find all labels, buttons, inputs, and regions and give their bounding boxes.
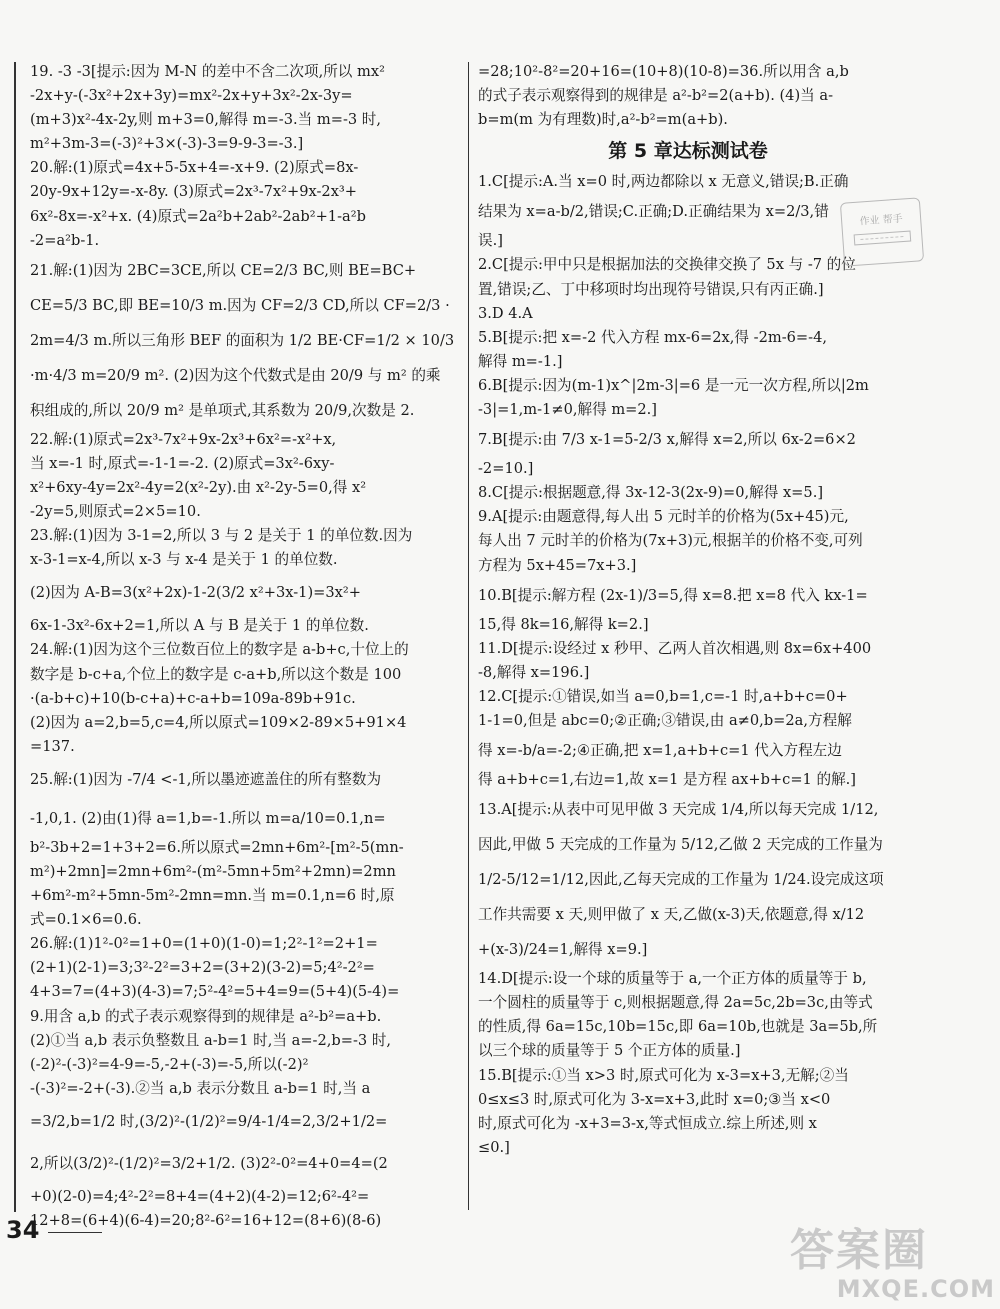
text-line: x-3-1=x-4,所以 x-3 与 x-4 是关于 1 的单位数. bbox=[30, 551, 338, 569]
text-line: (2)因为 a=2,b=5,c=4,所以原式=109×2-89×5+91×4 bbox=[30, 713, 407, 731]
text-line: 误.] bbox=[478, 232, 503, 250]
text-line: 22.解:(1)原式=2x³-7x²+9x-2x³+6x²=-x²+x, bbox=[30, 430, 337, 448]
text-line: =3/2,b=1/2 时,(3/2)²-(1/2)²=9/4-1/4=2,3/2+1/2= bbox=[30, 1112, 388, 1130]
text-line: x²+6xy-4y=2x²-4y=2(x²-2y).由 x²-2y-5=0,得 x² bbox=[30, 478, 367, 496]
text-line: 得 x=-b/a=-2;④正确,把 x=1,a+b+c=1 代入方程左边 bbox=[478, 742, 842, 760]
text-line: 一个圆柱的质量等于 c,则根据题意,得 2a=5c,2b=3c,由等式 bbox=[478, 994, 873, 1012]
text-line: 工作共需要 x 天,则甲做了 x 天,乙做(x-3)天,依题意,得 x/12 bbox=[478, 906, 865, 924]
text-line: 12+8=(6+4)(6-4)=20;8²-6²=16+12=(8+6)(8-6) bbox=[30, 1212, 382, 1229]
text-line: 因此,甲做 5 天完成的工作量为 5/12,乙做 2 天完成的工作量为 bbox=[478, 836, 883, 854]
text-line: +0)(2-0)=4;4²-2²=8+4=(4+2)(4-2)=12;6²-4²= bbox=[30, 1187, 370, 1205]
text-line: 5.B[提示:把 x=-2 代入方程 mx-6=2x,得 -2m-6=-4, bbox=[478, 328, 828, 346]
text-line: 14.D[提示:设一个球的质量等于 a,一个正方体的质量等于 b, bbox=[478, 970, 867, 988]
text-line: 24.解:(1)因为这个三位数百位上的数字是 a-b+c,十位上的 bbox=[30, 641, 409, 659]
text-line: 积组成的,所以 20/9 m² 是单项式,其系数为 20/9,次数是 2. bbox=[30, 401, 415, 419]
watermark-url: MXQE.COM bbox=[836, 1275, 995, 1303]
text-line: (2+1)(2-1)=3;3²-2²=3+2=(3+2)(3-2)=5;4²-2²= bbox=[30, 959, 375, 977]
text-line: 得 a+b+c=1,右边=1,故 x=1 是方程 ax+b+c=1 的解.] bbox=[478, 771, 857, 789]
stamp-label: 作业 帮手 bbox=[859, 213, 904, 228]
text-line: 4+3=7=(4+3)(4-3)=7;5²-4²=5+4=9=(5+4)(5-4)= bbox=[30, 983, 400, 1001]
text-line: 8.C[提示:根据题意,得 3x-12-3(2x-9)=0,解得 x=5.] bbox=[478, 484, 824, 502]
page-number: 34 bbox=[6, 1216, 40, 1244]
text-line: =28;10²-8²=20+16=(10+8)(10-8)=36.所以用含 a,b bbox=[478, 63, 849, 80]
text-line: =137. bbox=[30, 737, 75, 755]
text-line: 时,原式可化为 -x+3=3-x,等式恒成立.综上所述,则 x bbox=[478, 1114, 817, 1132]
text-line: +6m²-m²+5mn-5m²-2mn=mn.当 m=0.1,n=6 时,原 bbox=[30, 887, 395, 905]
text-line: ≤0.] bbox=[478, 1138, 510, 1156]
text-line: -2y=5,则原式=2×5=10. bbox=[30, 503, 201, 521]
text-line: 15,得 8k=16,解得 k=2.] bbox=[478, 615, 649, 633]
text-line: 7.B[提示:由 7/3 x-1=5-2/3 x,解得 x=2,所以 6x-2=6×2 bbox=[478, 431, 856, 449]
right-column bbox=[478, 60, 898, 1160]
text-line: 2,所以(3/2)²-(1/2)²=3/2+1/2. (3)2²-0²=4+0=4=(2 bbox=[30, 1154, 388, 1172]
text-line: 20y-9x+12y=-x-8y. (3)原式=2x³-7x²+9x-2x³+ bbox=[30, 183, 357, 201]
text-line: (-2)²-(-3)²=4-9=-5,-2+(-3)=-5,所以(-2)² bbox=[30, 1055, 309, 1073]
text-line: 1.C[提示:A.当 x=0 时,两边都除以 x 无意义,错误;B.正确 bbox=[478, 173, 849, 191]
left-margin-rule bbox=[14, 62, 16, 1212]
page-number-rule bbox=[48, 1232, 102, 1233]
column-divider bbox=[468, 62, 469, 1210]
text-line: 13.A[提示:从表中可见甲做 3 天完成 1/4,所以每天完成 1/12, bbox=[478, 801, 879, 819]
text-line: b²-3b+2=1+3+2=6.所以原式=2mn+6m²-[m²-5(mn- bbox=[30, 838, 404, 856]
text-line: 方程为 5x+45=7x+3.] bbox=[478, 556, 637, 574]
chapter-title: 第 5 章达标测试卷 bbox=[608, 140, 768, 163]
text-line: -2x+y-(-3x²+2x+3y)=mx²-2x+y+3x²-2x-3y= bbox=[30, 87, 353, 105]
text-line: 6.B[提示:因为(m-1)x^|2m-3|=6 是一元一次方程,所以|2m bbox=[478, 376, 869, 394]
text-line: 25.解:(1)因为 -7/4 <-1,所以墨迹遮盖住的所有整数为 bbox=[30, 770, 382, 788]
text-line: 9.A[提示:由题意得,每人出 5 元时羊的价格为(5x+45)元, bbox=[478, 508, 849, 526]
text-line: 每人出 7 元时羊的价格为(7x+3)元,根据羊的价格不变,可列 bbox=[478, 532, 863, 550]
text-line: 2.C[提示:甲中只是根据加法的交换律交换了 5x 与 -7 的位 bbox=[478, 256, 856, 274]
text-line: 6x-1-3x²-6x+2=1,所以 A 与 B 是关于 1 的单位数. bbox=[30, 617, 369, 635]
left-column bbox=[30, 60, 460, 1233]
text-line: 式=0.1×6=0.6. bbox=[30, 911, 142, 929]
text-line: ·m·4/3 m=20/9 m². (2)因为这个代数式是由 20/9 与 m² 的乘 bbox=[30, 366, 441, 384]
text-line: -(-3)²=-2+(-3).②当 a,b 表示分数且 a-b=1 时,当 a bbox=[30, 1079, 371, 1097]
text-line: 结果为 x=a-b/2,错误;C.正确;D.正确结果为 x=2/3,错 bbox=[478, 203, 829, 221]
text-line: 11.D[提示:设经过 x 秒甲、乙两人首次相遇,则 8x=6x+400 bbox=[478, 639, 872, 657]
text-line: ·(a-b+c)+10(b-c+a)+c-a+b=109a-89b+91c. bbox=[30, 689, 356, 707]
text-line: 26.解:(1)1²-0²=1+0=(1+0)(1-0)=1;2²-1²=2+1= bbox=[30, 935, 378, 953]
text-line: (2)①当 a,b 表示负整数且 a-b=1 时,当 a=-2,b=-3 时, bbox=[30, 1031, 392, 1049]
text-line: 9.用含 a,b 的式子表示观察得到的规律是 a²-b²=a+b. bbox=[30, 1007, 382, 1025]
text-line: (2)因为 A-B=3(x²+2x)-1-2(3/2 x²+3x-1)=3x²+ bbox=[30, 584, 361, 602]
watermark-logo: 答案圈 bbox=[790, 1225, 928, 1276]
text-line: 21.解:(1)因为 2BC=3CE,所以 CE=2/3 BC,则 BE=BC+ bbox=[30, 261, 417, 279]
stamp-decoration-icon bbox=[852, 228, 913, 248]
text-line: 1-1=0,但是 abc=0;②正确;③错误,由 a≠0,b=2a,方程解 bbox=[478, 711, 852, 729]
text-line: 当 x=-1 时,原式=-1-1=-2. (2)原式=3x²-6xy- bbox=[30, 454, 335, 472]
text-line: 以三个球的质量等于 5 个正方体的质量.] bbox=[478, 1042, 741, 1060]
text-line: 0≤x≤3 时,原式可化为 3-x=x+3,此时 x=0;③当 x<0 bbox=[478, 1090, 831, 1108]
text-line: 10.B[提示:解方程 (2x-1)/3=5,得 x=8.把 x=8 代入 kx-1= bbox=[478, 586, 868, 604]
text-line: 2m=4/3 m.所以三角形 BEF 的面积为 1/2 BE·CF=1/2 × 10/3 bbox=[30, 331, 455, 349]
text-line: 15.B[提示:①当 x>3 时,原式可化为 x-3=x+3,无解;②当 bbox=[478, 1066, 849, 1084]
text-line: 19. -3 -3[提示:因为 M-N 的差中不含二次项,所以 mx² bbox=[30, 63, 385, 80]
text-line: 的性质,得 6a=15c,10b=15c,即 6a=10b,也就是 3a=5b,所 bbox=[478, 1018, 878, 1036]
text-line: +(x-3)/24=1,解得 x=9.] bbox=[478, 941, 648, 959]
site-watermark bbox=[790, 1226, 995, 1306]
text-line: m²)+2mn]=2mn+6m²-(m²-5mn+5m²+2mn)=2mn bbox=[30, 862, 396, 880]
text-line: -2=10.] bbox=[478, 460, 534, 478]
text-line: m²+3m-3=(-3)²+3×(-3)-3=9-9-3=-3.] bbox=[30, 135, 304, 153]
text-line: 6x²-8x=-x²+x. (4)原式=2a²b+2ab²-2ab²+1-a²b bbox=[30, 207, 366, 225]
homework-helper-stamp bbox=[840, 197, 924, 266]
text-line: 3.D 4.A bbox=[478, 304, 533, 322]
text-line: -1,0,1. (2)由(1)得 a=1,b=-1.所以 m=a/10=0.1,n= bbox=[30, 809, 386, 827]
text-line: 置,错误;乙、丁中移项时均出现符号错误,只有丙正确.] bbox=[478, 280, 824, 298]
text-line: 12.C[提示:①错误,如当 a=0,b=1,c=-1 时,a+b+c=0+ bbox=[478, 687, 848, 705]
text-line: -3|=1,m-1≠0,解得 m=2.] bbox=[478, 401, 658, 419]
text-line: -8,解得 x=196.] bbox=[478, 663, 590, 681]
text-line: b=m(m 为有理数)时,a²-b²=m(a+b). bbox=[478, 111, 728, 129]
text-line: 数字是 b-c+a,个位上的数字是 c-a+b,所以这个数是 100 bbox=[30, 665, 402, 683]
text-line: -2=a²b-1. bbox=[30, 231, 100, 249]
text-line: CE=5/3 BC,即 BE=10/3 m.因为 CF=2/3 CD,所以 CF=2/3 · bbox=[30, 296, 450, 314]
text-line: 解得 m=-1.] bbox=[478, 352, 563, 370]
text-line: 1/2-5/12=1/12,因此,乙每天完成的工作量为 1/24.设完成这项 bbox=[478, 871, 884, 889]
text-line: 的式子表示观察得到的规律是 a²-b²=2(a+b). (4)当 a- bbox=[478, 87, 834, 105]
text-line: 20.解:(1)原式=4x+5-5x+4=-x+9. (2)原式=8x- bbox=[30, 159, 359, 177]
text-line: 23.解:(1)因为 3-1=2,所以 3 与 2 是关于 1 的单位数.因为 bbox=[30, 527, 413, 545]
text-line: (m+3)x²-4x-2y,则 m+3=0,解得 m=-3.当 m=-3 时, bbox=[30, 111, 382, 129]
